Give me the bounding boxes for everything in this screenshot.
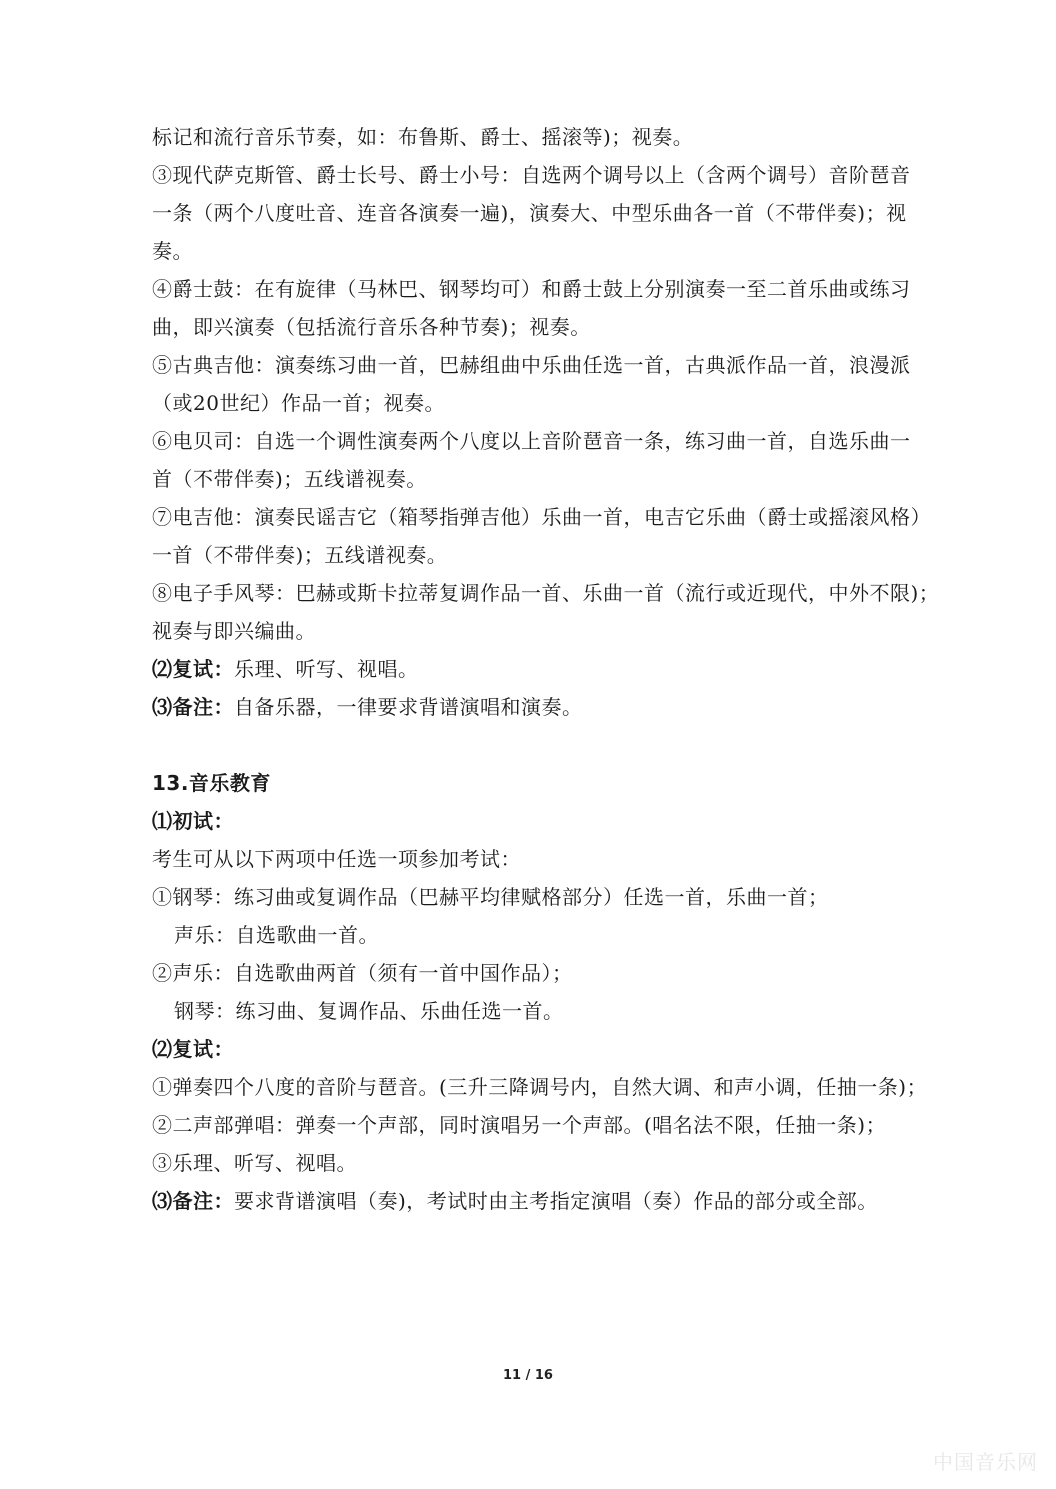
document-body	[152, 118, 940, 1220]
paragraph-block-instruments	[152, 118, 940, 650]
text-line: 首（不带伴奏)；五线谱视奏。	[152, 467, 427, 491]
text-line: ④爵士鼓：在有旋律（马林巴、钢琴均可）和爵士鼓上分别演奏一至二首乐曲或练习	[152, 277, 911, 301]
text-line: 视奏与即兴编曲。	[152, 619, 316, 643]
text-line: ③乐理、听写、视唱。	[152, 1151, 357, 1175]
text-line: ⑧电子手风琴：巴赫或斯卡拉蒂复调作品一首、乐曲一首（流行或近现代，中外不限)；	[152, 581, 940, 605]
note-label: ⑶备注：	[152, 695, 234, 719]
section-gap	[152, 726, 912, 764]
text-line: ⑦电吉他：演奏民谣吉它（箱琴指弹吉他）乐曲一首，电吉它乐曲（爵士或摇滚风格）	[152, 505, 931, 529]
initial-label: ⑴初试：	[152, 809, 234, 833]
note-line	[152, 688, 912, 726]
text-line: ⑤古典吉他：演奏练习曲一首，巴赫组曲中乐曲任选一首，古典派作品一首，浪漫派	[152, 353, 911, 377]
paragraph-block-initial	[152, 840, 912, 1030]
note-text: 自备乐器，一律要求背谱演唱和演奏。	[234, 695, 583, 719]
note2-text: 要求背谱演唱（奏)，考试时由主考指定演唱（奏）作品的部分或全部。	[234, 1189, 878, 1213]
page-number: 11 / 16	[503, 1368, 553, 1383]
text-line: 标记和流行音乐节奏，如：布鲁斯、爵士、摇滚等)；视奏。	[152, 125, 694, 149]
section-title: 13.音乐教育	[152, 771, 271, 795]
note2-line	[152, 1182, 912, 1220]
text-line: ①钢琴：练习曲或复调作品（巴赫平均律赋格部分）任选一首，乐曲一首；	[152, 885, 829, 909]
text-line: 奏。	[152, 239, 193, 263]
text-line: ③现代萨克斯管、爵士长号、爵士小号：自选两个调号以上（含两个调号）音阶琶音	[152, 163, 911, 187]
note2-label: ⑶备注：	[152, 1189, 234, 1213]
retest-text: 乐理、听写、视唱。	[234, 657, 419, 681]
retest-line	[152, 650, 912, 688]
text-line: 一首（不带伴奏)；五线谱视奏。	[152, 543, 448, 567]
text-line: ①弹奏四个八度的音阶与琶音。(三升三降调号内，自然大调、和声小调，任抽一条)；	[152, 1075, 928, 1099]
text-line: ②二声部弹唱：弹奏一个声部，同时演唱另一个声部。(唱名法不限，任抽一条)；	[152, 1113, 887, 1137]
text-line: 钢琴：练习曲、复调作品、乐曲任选一首。	[174, 999, 564, 1023]
text-line: 考生可从以下两项中任选一项参加考试：	[152, 847, 521, 871]
text-line: （或20世纪）作品一首；视奏。	[152, 391, 445, 415]
retest2-label: ⑵复试：	[152, 1037, 234, 1061]
text-line: ⑥电贝司：自选一个调性演奏两个八度以上音阶琶音一条，练习曲一首，自选乐曲一	[152, 429, 911, 453]
text-line: ②声乐：自选歌曲两首（须有一首中国作品）；	[152, 961, 573, 985]
text-line: 曲，即兴演奏（包括流行音乐各种节奏)；视奏。	[152, 315, 591, 339]
text-line: 一条（两个八度吐音、连音各演奏一遍)，演奏大、中型乐曲各一首（不带伴奏)；视	[152, 201, 907, 225]
text-line: 声乐：自选歌曲一首。	[174, 923, 379, 947]
retest-label: ⑵复试：	[152, 657, 234, 681]
watermark-logo: 中国音乐网	[933, 1450, 1038, 1474]
paragraph-block-retest	[152, 1068, 928, 1182]
